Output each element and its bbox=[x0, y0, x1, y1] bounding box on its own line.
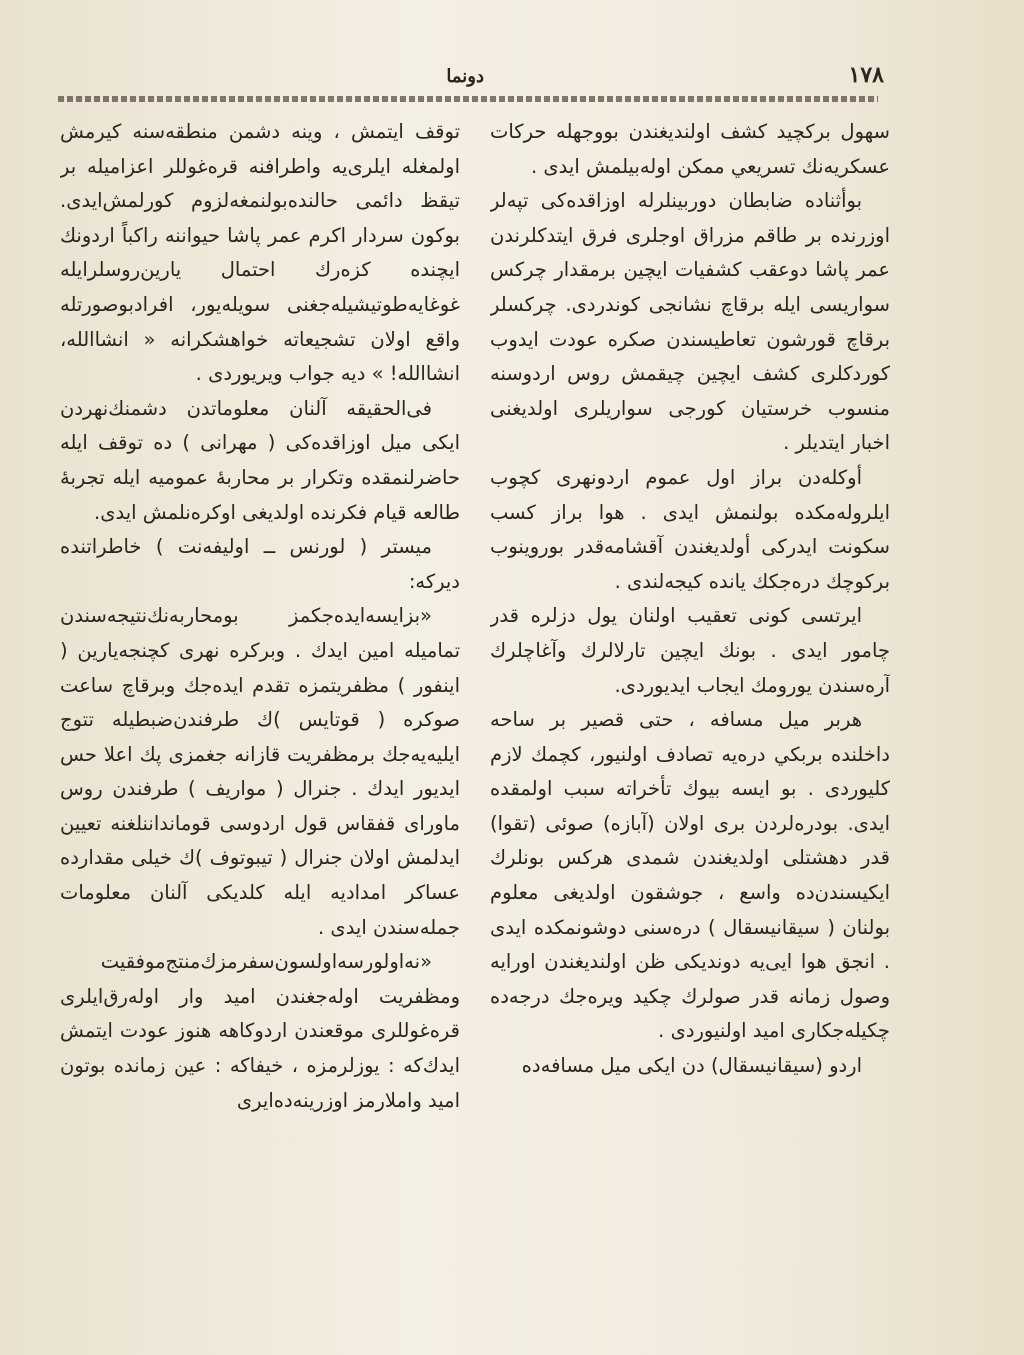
paragraph: فى‌الحقيقه آلنان معلوماتدن دشمنك‌نهردن ايكى ميل اوزاقده‌كى ( مهرانى ) ده توقف ايله حاضرلنمقده وتكرار بر محاربهٔ عموميه ايله تجربهٔ طالعه قيام فكرنده اولديغى اوكره‌نلمش ايدى. bbox=[60, 396, 460, 524]
paragraph: توقف ايتمش ، وينه دشمن منطقه‌سنه كيرمش اولمغله ايلرى‌يه واطرافنه قره‌غوللر اعزاميله بر تيقظ دائمى حالنده‌بولنمغه‌لزوم كورلمش‌ايدى. بوكون سردار اكرم عمر پاشا حيواننه راكباً اردونك ايچنده كزه‌رك احتمال يارين‌روسلرايله غوغايه‌طوتيشيله‌جغنى سويله‌يور، افرادبوصورتله واقع اولان تشجيعاته خواهشكرانه « انشاالله، انشاالله! » ديه جواب ويريوردى . bbox=[60, 120, 460, 386]
paragraph: ميستر ( لورنس ــ اوليفه‌نت ) خاطراتنده ديركه: bbox=[60, 535, 460, 593]
text-columns bbox=[60, 115, 890, 1325]
paragraph: هربر ميل مسافه ، حتى قصير بر ساحه داخلنده بربكي دره‌يه تصادف اولنيور، كچمك لازم كليوردى . بو ايسه بيوك تأخراته سبب اولمقده ايدى. بودره‌لردن برى اولان (آبازه) صوئى (تقوا) قدر دهشتلى اولديغندن شمدى هركس بونلرك ايكيسندن‌ده واسع ، جوشقون اولديغى معلوم بولنان ( سيقانيسقال ) دره‌سنى دوشونمكده ايدى . انجق هوا ايى‌يه دونديكى ظن اولنديغندن اورايه وصول زمانه قدر صولرك چكيد ويره‌جك درجه‌ده چكيله‌جكارى اميد اولنيوردى . bbox=[490, 708, 890, 1043]
running-title: دونما bbox=[446, 66, 484, 87]
right-column bbox=[490, 115, 890, 1325]
page-number: ١٧٨ bbox=[848, 62, 884, 88]
header-rule bbox=[58, 96, 878, 102]
paragraph: ايرتسى كونى تعقيب اولنان يول دزلره قدر چامور ايدى . بونك ايچين تارلالرك وآغاچلرك آره‌سندن يورومك ايجاب ايديوردى. bbox=[490, 604, 890, 697]
left-column bbox=[60, 115, 460, 1325]
paragraph: «بزايسه‌ايده‌جكمز بومحاربه‌نك‌نتيجه‌سندن تماميله امين ايدك . وبركره نهرى كچنجه‌يارين ( اينفور ) مظفريتمزه تقدم ايده‌جك وبرقاچ ساعت صوكره ( قوتايس )ك طرفندن‌ضبطيله تتوج ايليه‌يه‌جك برمظفريت قازانه جغمزى پك اعلا حس ايديور ايدك . جنرال ( مواريف ) طرفندن روس ماوراى قفقاس قول اردوسى قومانداننلغنه تعيين ايدلمش اولان جنرال ( تيبوتوف )ك خيلى مقدارده عساكر امداديه ايله كلديكى آلنان معلومات جمله‌سندن ايدى . bbox=[60, 604, 460, 939]
paragraph: سهول بركچيد كشف اولنديغندن بووجهله حركات عسكريه‌نك تسريعي ممكن اوله‌بيلمش ايدى . bbox=[490, 120, 890, 178]
paragraph: أوكله‌دن براز اول عموم اردونهرى كچوب ايلروله‌مكده بولنمش ايدى . هوا براز كسب سكونت ايدركى أولديغندن آقشامه‌قدر بوروينوب بركوچك دره‌جكك يانده كيجه‌لندى . bbox=[490, 465, 890, 593]
paragraph: «نه‌اولورسه‌اولسون‌سفرمزك‌منتج‌موفقيت ومظفريت اوله‌جغندن اميد وار اوله‌رق‌ايلرى قره‌غوللرى موقعندن اردوكاهه هنوز عودت ايتمش ايدك‌كه : يوزلرمزه ، خيفاكه : عين زمانده بوتون اميد واملارمز اوزرينه‌ده‌ايرى bbox=[60, 950, 460, 1112]
paragraph: اردو (سيقانيسقال) دن ايكى ميل مسافه‌ده bbox=[521, 1054, 862, 1078]
paragraph: بوأثناده ضابطان دوربينلرله اوزاقده‌كى تپه‌لر اوزرنده بر طاقم مزراق اوجلرى فرق ايتدكلرندن عمر پاشا دوعقب كشفيات ايچين برمقدار چركس سواريسى ايله برقاچ نشانجى كوندردى. چركسلر برقاچ قورشون تعاطيسندن صكره عودت ايدوب كوردكلرى كشف ايچين چيقمش روس اردوسنه منسوب خرستيان كورجى سواريلرى اولديغنى اخبار ايتديلر . bbox=[490, 189, 890, 455]
